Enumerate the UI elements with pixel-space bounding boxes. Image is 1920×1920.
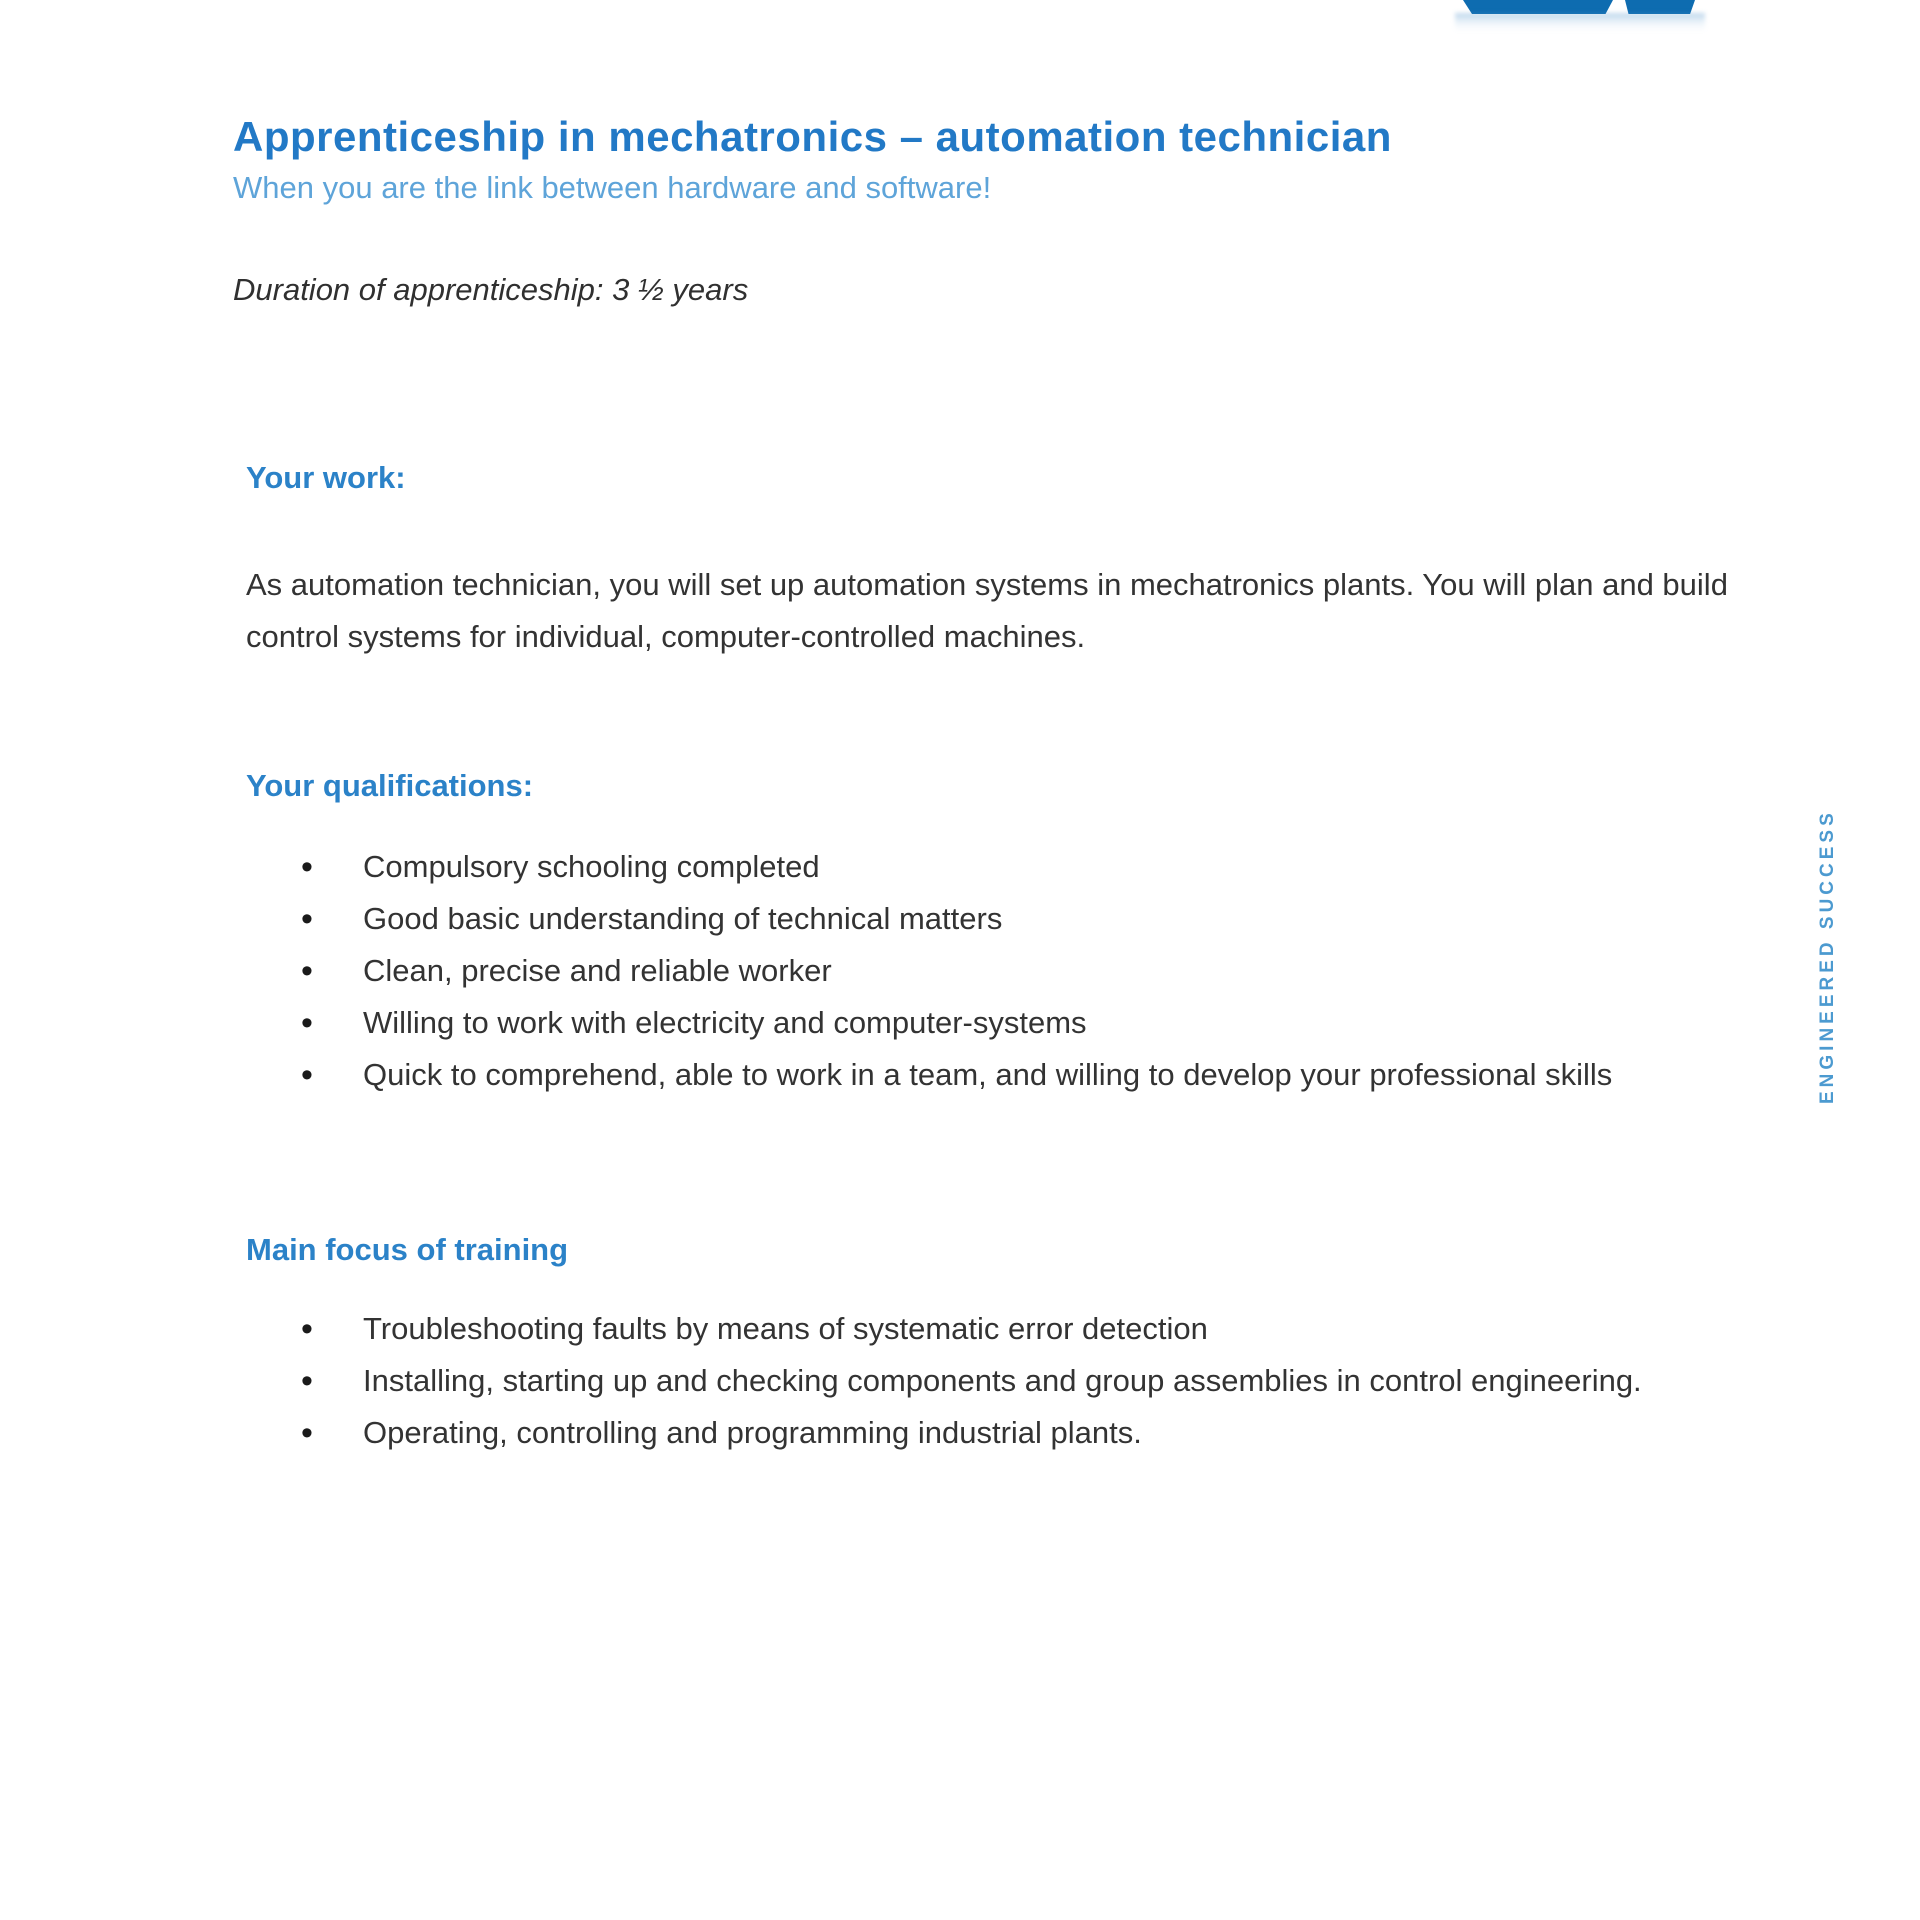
training-list [246, 1303, 1686, 1459]
list-item: • Troubleshooting faults by means of systematic error detection [246, 1303, 1686, 1355]
page-subtitle: When you are the link between hardware and software! [233, 170, 992, 205]
list-item: • Compulsory schooling completed [246, 841, 1686, 893]
duration-line: Duration of apprenticeship: 3 ½ years [233, 272, 749, 307]
list-item: • Installing, starting up and checking components and group assemblies in control engineering. [246, 1355, 1686, 1407]
list-item: • Clean, precise and reliable worker [246, 945, 1686, 997]
list-item: • Good basic understanding of technical matters [246, 893, 1686, 945]
section-heading-work: Your work: [246, 459, 406, 495]
company-logo-icon [1625, 0, 1695, 14]
list-item: • Operating, controlling and programming industrial plants. [246, 1407, 1686, 1459]
qualifications-list [246, 841, 1686, 1101]
engineered-success-tagline: ENGINEERED SUCCESS [1817, 809, 1838, 1105]
list-item: • Willing to work with electricity and computer-systems [246, 997, 1686, 1049]
section-heading-qualifications: Your qualifications: [246, 767, 534, 803]
page-title: Apprenticeship in mechatronics – automation technician [233, 113, 1392, 161]
list-item: • Quick to comprehend, able to work in a team, and willing to develop your professional skills [246, 1049, 1686, 1101]
section-heading-training: Main focus of training [246, 1231, 569, 1267]
company-logo-icon [1463, 0, 1613, 14]
work-description: As automation technician, you will set up automation systems in mechatronics plants. You will plan and build control systems for individual, computer-controlled machines. [246, 567, 1728, 654]
company-logo-glow [1455, 13, 1705, 31]
